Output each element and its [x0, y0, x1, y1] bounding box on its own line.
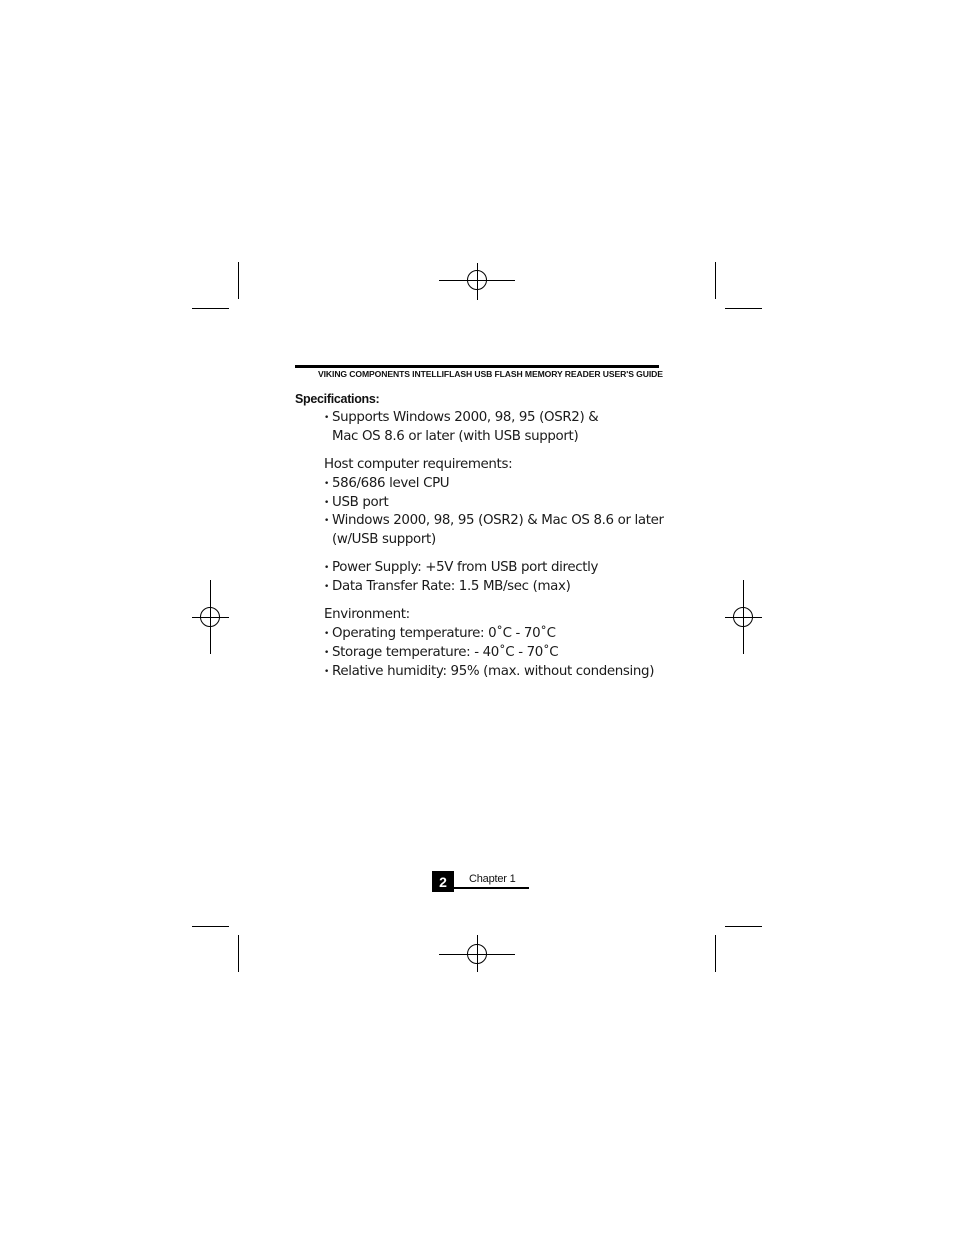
power-list	[324, 559, 669, 597]
list-item-text-continued: (w/USB support)	[332, 532, 436, 548]
running-header: VIKING COMPONENTS INTELLIFLASH USB FLASH MEMORY READER USER'S GUIDE	[318, 369, 663, 379]
footer-rule	[454, 887, 529, 889]
host-requirements-list	[324, 475, 669, 550]
list-item	[324, 644, 669, 663]
list-item-text: Power Supply: +5V from USB port directly	[332, 560, 599, 576]
specifications-content	[324, 409, 669, 682]
list-item-text: Windows 2000, 98, 95 (OSR2) & Mac OS 8.6 or later	[332, 513, 664, 529]
footer-chapter: Chapter 1	[469, 873, 516, 885]
supports-list	[324, 409, 669, 447]
list-item-text: USB port	[332, 494, 389, 510]
page-number-badge	[432, 871, 454, 892]
host-requirements-heading: Host computer requirements:	[324, 456, 513, 472]
header-rule	[295, 365, 659, 368]
list-item	[324, 578, 669, 597]
list-item-text: Storage temperature: - 40˚C - 70˚C	[332, 644, 559, 660]
list-item	[324, 663, 669, 682]
environment-heading: Environment:	[324, 607, 410, 623]
list-item	[324, 494, 669, 513]
list-item-text-continued: Mac OS 8.6 or later (with USB support)	[332, 428, 579, 444]
list-item	[324, 625, 669, 644]
list-item-text: Operating temperature: 0˚C - 70˚C	[332, 626, 556, 642]
list-item-text: Supports Windows 2000, 98, 95 (OSR2) &	[332, 410, 599, 425]
list-item	[324, 475, 669, 494]
list-item	[324, 559, 669, 578]
list-item-text: 586/686 level CPU	[332, 475, 450, 491]
page-number: 2	[439, 873, 447, 890]
list-item	[324, 512, 669, 550]
environment-list	[324, 625, 669, 681]
list-item	[324, 409, 669, 447]
list-item-text: Data Transfer Rate: 1.5 MB/sec (max)	[332, 579, 571, 595]
list-item-text: Relative humidity: 95% (max. without condensing)	[332, 663, 655, 679]
section-title: Specifications:	[295, 392, 380, 406]
